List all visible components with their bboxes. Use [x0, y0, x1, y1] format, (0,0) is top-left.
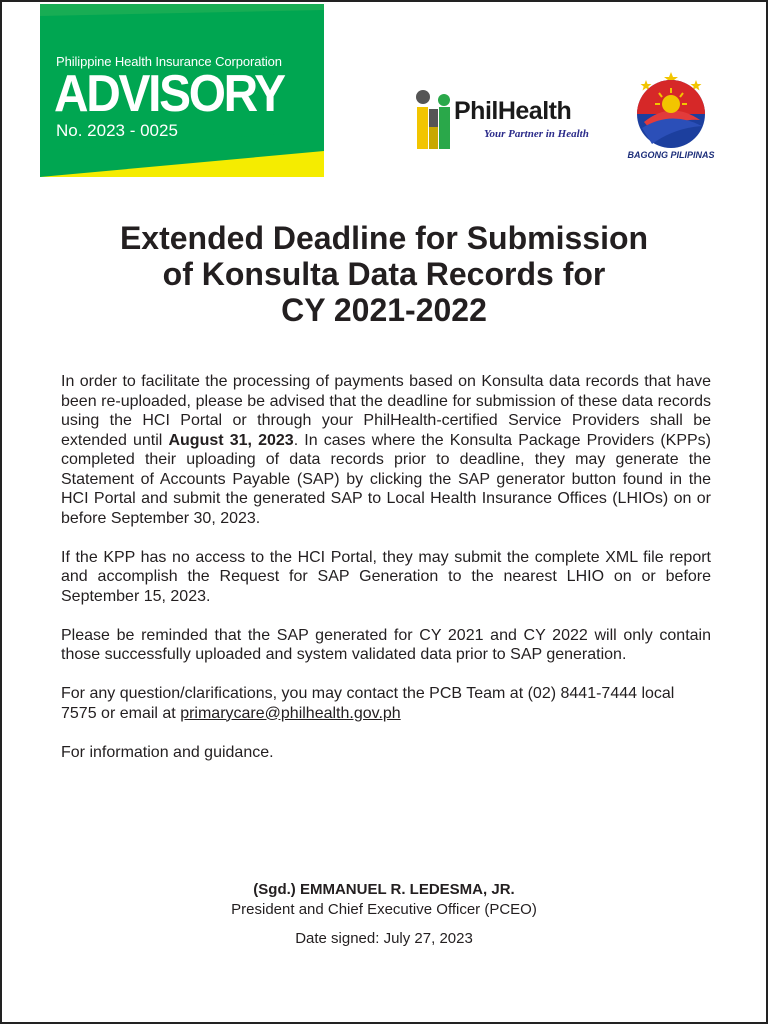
signatory-name: (Sgd.) EMMANUEL R. LEDESMA, JR. [253, 881, 515, 898]
philhealth-emblem-icon [414, 87, 454, 151]
contact-email-link[interactable]: primarycare@philhealth.gov.ph [180, 704, 401, 722]
date-signed: Date signed: July 27, 2023 [295, 930, 473, 947]
title-line-3: CY 2021-2022 [281, 292, 487, 328]
paragraph-closing: For information and guidance. [61, 743, 274, 761]
deadline-date: August 31, 2023 [168, 431, 294, 449]
philhealth-name: PhilHealth [454, 97, 572, 125]
paragraph-contact: For any question/clarifications, you may contact the PCB Team at (02) 8441-7444 local 7575 or email at primarycare@philhealth.gov.ph [61, 685, 675, 722]
paragraph-deadline: In order to facilitate the processing of payments based on Konsulta data records that have been re-uploaded, please be advised that the deadline for submission of these data records using the HCI Portal or through your PhilHealth-certified Service Providers shall be extended until August 31, 2023. In cases where the Konsulta Package Providers (KPPs) completed their uploading of data records prior to deadline, they may generate the Statement of Accounts Payable (SAP) by clicking the SAP generator button found in the HCI Portal and submit the generated SAP to Local Health Insurance Offices (LHIOs) on or before September 30, 2023. [61, 373, 711, 527]
organization-name: Philippine Health Insurance Corporation [56, 54, 282, 69]
philhealth-logo [414, 87, 604, 151]
bagong-pilipinas-label: BAGONG PILIPINAS [627, 150, 715, 160]
bagong-pilipinas-emblem-icon [616, 70, 726, 150]
paragraph-no-access: If the KPP has no access to the HCI Portal, they may submit the complete XML file report and accomplish the Request for SAP Generation to the nearest LHIO on or before September 15, 2023. [61, 548, 711, 605]
signatory-position: President and Chief Executive Officer (PCEO) [231, 901, 537, 918]
paragraph-reminder: Please be reminded that the SAP generated for CY 2021 and CY 2022 will only contain those successfully uploaded and system validated data prior to SAP generation. [61, 626, 711, 663]
advisory-heading: ADVISORY [54, 65, 284, 123]
philhealth-tagline: Your Partner in Health [484, 128, 589, 140]
advisory-title [22, 220, 746, 328]
advisory-number: No. 2023 - 0025 [56, 121, 178, 140]
advisory-banner [40, 4, 324, 177]
signature-block [2, 880, 766, 949]
title-line-2: of Konsulta Data Records for [162, 256, 606, 292]
advisory-body [61, 372, 711, 782]
title-line-1: Extended Deadline for Submission [119, 220, 649, 256]
bagong-pilipinas-logo [616, 70, 726, 162]
